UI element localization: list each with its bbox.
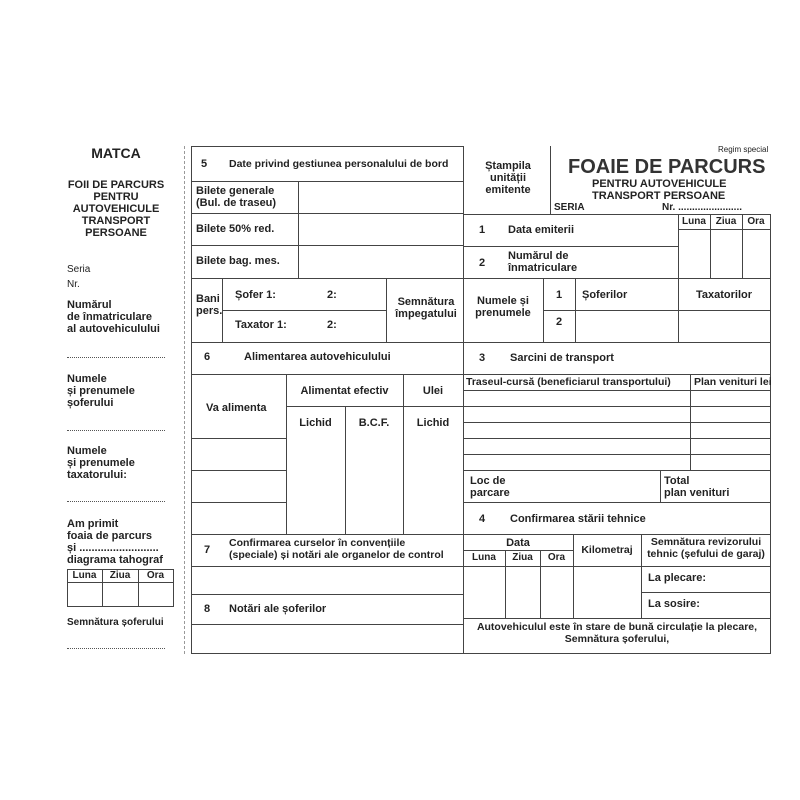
date-col-ziua: Ziua <box>715 216 737 227</box>
bani-2: pers. <box>196 305 223 317</box>
index-2: 2 <box>555 316 563 328</box>
s4-col-ora: Ora <box>547 552 566 563</box>
s8-number: 8 <box>204 603 211 615</box>
lichid-2: Lichid <box>416 417 450 429</box>
loc-parcare-2: parcare <box>470 487 510 499</box>
bilete-50: Bilete 50% red. <box>196 223 275 235</box>
stare-circulatie: Autovehiculul este în stare de bună circulație la plecare, <box>476 621 758 633</box>
taxator-2: 2: <box>327 319 337 331</box>
alimentat-efectiv: Alimentat efectiv <box>300 385 389 397</box>
stub-date-luna: Luna <box>72 570 97 581</box>
stub-received-4: diagrama tahograf <box>67 554 163 566</box>
s7-title-1: Confirmarea curselor în convențiile <box>229 537 406 549</box>
s4-title: Confirmarea stării tehnice <box>510 513 646 525</box>
s4-number: 4 <box>479 513 486 525</box>
stub-received-1: Am primit <box>67 518 119 530</box>
stub-subtitle-5: PERSOANE <box>85 227 147 239</box>
s6-title: Alimentarea autovehiculului <box>244 351 391 363</box>
semnatura-revizor-2: tehnic (șefului de garaj) <box>647 548 765 560</box>
semnatura-impegat-1: Semnătura <box>397 296 455 308</box>
stub-nr: Nr. <box>67 279 80 290</box>
stub-subtitle-1: FOII DE PARCURS <box>67 179 165 191</box>
stub-driver-2: și prenumele <box>67 385 135 397</box>
stub-registration-1: Numărul <box>67 299 112 311</box>
kilometraj: Kilometraj <box>581 544 633 556</box>
semnatura-revizor-1: Semnătura revizorului <box>650 536 762 548</box>
stub-received-3: și .......................... <box>67 542 159 554</box>
stub-registration-3: al autovehiculului <box>67 323 160 335</box>
s4-col-ziua: Ziua <box>512 552 533 563</box>
perforation-line <box>184 146 185 654</box>
s8-title: Notări ale șoferilor <box>229 603 327 615</box>
s7-number: 7 <box>204 544 211 556</box>
form-subtitle-2: TRANSPORT PERSOANE <box>592 190 726 202</box>
bani-1: Bani <box>196 293 220 305</box>
stub-driver-3: șoferului <box>67 397 114 409</box>
stamp-line-1: Ștampila <box>485 160 531 172</box>
nr-inmatriculare-2: înmatriculare <box>508 262 578 274</box>
va-alimenta: Va alimenta <box>206 402 267 414</box>
s5-title: Date privind gestiunea personalului de bord <box>229 158 449 170</box>
stub-signature-dots <box>67 648 165 649</box>
s4-data: Data <box>506 537 530 549</box>
date-col-ora: Ora <box>747 216 765 227</box>
sofer-2: 2: <box>327 289 337 301</box>
taxator-1: Taxator 1: <box>235 319 287 331</box>
stub-taxator-3: taxatorului: <box>67 469 127 481</box>
s2-number: 2 <box>479 257 486 269</box>
numele-prenumele-2: prenumele <box>475 307 531 319</box>
la-plecare: La plecare: <box>648 572 707 584</box>
loc-parcare-1: Loc de <box>470 475 506 487</box>
bcf: B.C.F. <box>358 417 390 429</box>
total-plan-1: Total <box>664 475 690 487</box>
semnatura-soferului: Semnătura șoferului, <box>564 633 670 645</box>
s3-title: Sarcini de transport <box>510 352 614 364</box>
bilete-generale-1: Bilete generale <box>196 185 275 197</box>
stub-date-ora: Ora <box>146 570 165 581</box>
stub-driver-1: Numele <box>67 373 107 385</box>
s7-title-2: (speciale) și notări ale organelor de control <box>229 549 444 561</box>
stub-signature-label: Semnătura șoferului <box>67 617 164 628</box>
stub-subtitle-4: TRANSPORT <box>81 215 151 227</box>
stub-driver-dots <box>67 430 165 431</box>
s4-col-luna: Luna <box>472 552 496 563</box>
numele-prenumele-1: Numele și <box>477 295 529 307</box>
soferilor: Șoferilor <box>582 289 628 301</box>
plan-venituri-lei: Plan venituri lei <box>694 376 772 388</box>
regime-special: Regim special <box>718 145 769 154</box>
stub-seria: Seria <box>67 264 91 275</box>
data-emiterii: Data emiterii <box>508 224 575 236</box>
lichid-1: Lichid <box>299 417 332 429</box>
stub-subtitle-2: PENTRU <box>93 191 139 203</box>
form-subtitle-1: PENTRU AUTOVEHICULE <box>592 178 727 190</box>
stub-received-2: foaia de parcurs <box>67 530 152 542</box>
la-sosire: La sosire: <box>648 598 700 610</box>
bilete-generale-2: (Bul. de traseu) <box>196 197 277 209</box>
total-plan-2: plan venituri <box>664 487 730 499</box>
s5-number: 5 <box>201 158 208 170</box>
stub-date-ziua: Ziua <box>109 570 131 581</box>
form-seria: SERIA <box>554 202 585 213</box>
semnatura-impegat-2: împegatului <box>395 308 457 320</box>
stub-taxator-1: Numele <box>67 445 107 457</box>
stub-registration-dots <box>67 357 165 358</box>
nr-inmatriculare-1: Numărul de <box>508 250 569 262</box>
bilete-bag: Bilete bag. mes. <box>196 255 280 267</box>
stamp-line-2: unității <box>489 172 527 184</box>
s6-number: 6 <box>204 351 211 363</box>
stub-taxator-2: și prenumele <box>67 457 135 469</box>
stub-subtitle-3: AUTOVEHICULE <box>72 203 160 215</box>
form-title: FOAIE DE PARCURS <box>568 156 766 178</box>
stub-title: MATCA <box>91 145 141 161</box>
stub-taxator-dots <box>67 501 165 502</box>
date-col-luna: Luna <box>682 216 706 227</box>
s3-number: 3 <box>479 352 486 364</box>
taxatorilor: Taxatorilor <box>696 289 753 301</box>
ulei: Ulei <box>422 385 444 397</box>
stamp-line-3: emitente <box>485 184 531 196</box>
stub-registration-2: de înmatriculare <box>67 311 152 323</box>
index-1: 1 <box>555 289 563 301</box>
form-nr: Nr. ....................... <box>662 202 743 213</box>
s1-number: 1 <box>479 224 486 236</box>
sofer-1: Șofer 1: <box>235 289 276 301</box>
traseu-cursa: Traseul-cursă (beneficiarul transportului) <box>466 376 671 388</box>
